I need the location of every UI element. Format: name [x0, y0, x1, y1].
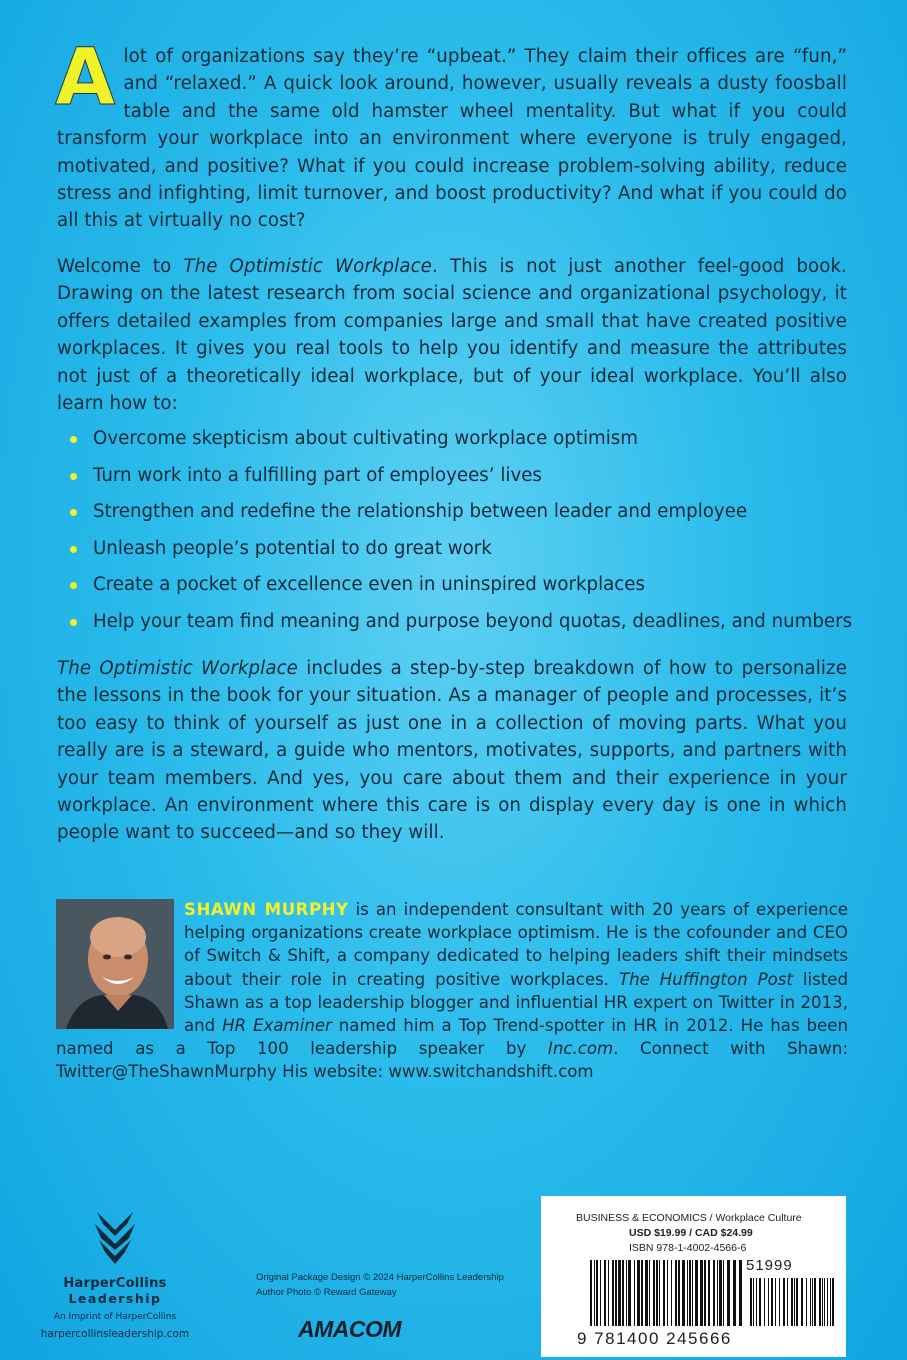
- bullet-dot-icon: [70, 509, 77, 516]
- list-item: Unleash people’s potential to do great work: [70, 536, 860, 573]
- barcode-supplement: 51999: [746, 1257, 793, 1274]
- bullet-dot-icon: [70, 546, 77, 553]
- barcode-box: [541, 1196, 846, 1357]
- bullet-dot-icon: [70, 436, 77, 443]
- bullet-dot-icon: [70, 582, 77, 589]
- author-bio: SHAWN MURPHY is an independent consultant with 20 years of experience helping organizations create workplace optimism. He is the cofounder and CEO of Switch & Shift, a company dedicated to helping leaders shift their mindsets about their role in creating positive workplaces. The Huffington Post listed Shawn as a top leadership blogger and influential HR expert on Twitter in 2013, and HR Examiner named him a Top Trend-spotter in HR in 2012. He has been named as a Top 100 leadership speaker by Inc.com. Connect with Shawn: Twitter@TheShawnMurphy His website: www.switchandshift.com: [56, 900, 849, 1082]
- list-item: Turn work into a fulfilling part of employees’ lives: [70, 463, 860, 500]
- barcode-digits: 9 781400 245666: [577, 1329, 732, 1348]
- inc-title: Inc.com: [547, 1039, 614, 1059]
- amacom-logo: AMACOM: [298, 1316, 402, 1342]
- list-item: Overcome skepticism about cultivating workplace optimism: [70, 426, 860, 463]
- closing-text: includes a step-by-step breakdown of how to personalize the lessons in the book for your situation. As a manager of people and processes, it’s too easy to think of yourself as just one in a collection of moving parts. What you really are is a steward, a guide who mentors, motivates, supports, and partners with your team members. And yes, you care about them and their experience in your workplace. An environment where this care is on display every day is one in which people want to succeed—and so they will.: [57, 658, 847, 844]
- list-item: Create a pocket of excellence even in uninspired workplaces: [70, 572, 860, 609]
- design-credit: Original Package Design © 2024 HarperCollins Leadership: [256, 1272, 504, 1283]
- learn-list: [70, 426, 860, 646]
- photo-credit: Author Photo © Reward Gateway: [256, 1287, 397, 1298]
- isbn-label: ISBN 978-1-4002-4566-6: [629, 1242, 747, 1254]
- publisher-name: HarperCollins: [63, 1276, 167, 1291]
- hr-examiner-title: HR Examiner: [222, 1016, 332, 1036]
- drop-cap: A: [55, 33, 116, 123]
- closing-book-title: The Optimistic Workplace: [57, 658, 298, 679]
- credits: [256, 1270, 504, 1300]
- welcome-text: . This is not just another feel-good book. Drawing on the latest research from social science and organizational psychology, it offers detailed examples from companies large and small that have created positive workplaces. It gives you real tools to help you identify and measure the attributes not just of a theoretically ideal workplace, but of your ideal workplace. You’ll also learn how to:: [57, 256, 847, 415]
- price-label: USD $19.99 / CAD $24.99: [629, 1227, 753, 1239]
- publisher-sub: Leadership: [68, 1291, 162, 1306]
- intro-text: lot of organizations say they’re “upbeat.” They claim their offices are “fun,” and “relaxed.” A quick look around, however, usually reveals a dusty foosball table and the same old hamster wheel mentality. But what if you could transform your workplace into an environment where everyone is truly engaged, motivated, and positive? What if you could increase problem-solving ability, reduce stress and infighting, limit turnover, and boost productivity? And what if you could do all this at virtually no cost?: [57, 46, 847, 232]
- list-item: Help your team find meaning and purpose beyond quotas, deadlines, and numbers: [70, 609, 860, 646]
- bisac-category: BUSINESS & ECONOMICS / Workplace Culture: [576, 1212, 802, 1224]
- barcode-icon: [590, 1260, 840, 1330]
- bullet-dot-icon: [70, 619, 77, 626]
- intro-paragraph: [55, 33, 847, 235]
- author-name: SHAWN MURPHY: [184, 900, 349, 919]
- welcome-paragraph: [57, 253, 847, 417]
- publisher-imprint: An Imprint of HarperCollins: [53, 1312, 177, 1322]
- closing-paragraph: [57, 655, 847, 847]
- publisher-url: harpercollinsleadership.com: [40, 1328, 190, 1340]
- list-item: Strengthen and redefine the relationship between leader and employee: [70, 499, 860, 536]
- bullet-dot-icon: [70, 473, 77, 480]
- welcome-lead: Welcome to: [57, 256, 184, 277]
- publisher-logo: [40, 1210, 190, 1340]
- harpercollins-flame-icon: [93, 1210, 137, 1266]
- welcome-book-title: The Optimistic Workplace: [183, 256, 432, 277]
- huffpost-title: The Huffington Post: [618, 969, 793, 989]
